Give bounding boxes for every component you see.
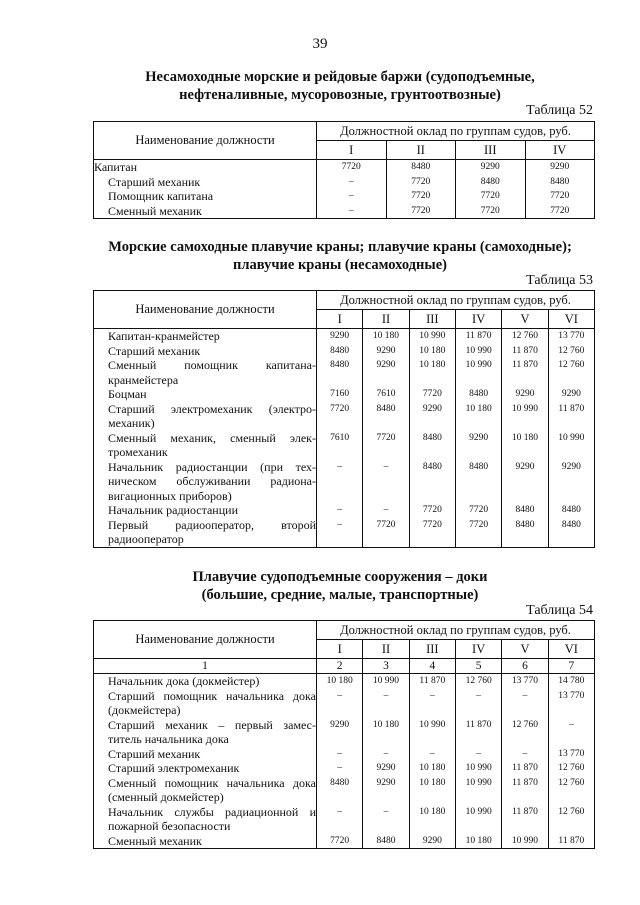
- group-header: I: [317, 141, 387, 160]
- table-label-53: Таблица 53: [526, 273, 593, 288]
- header-position-name: Наименование должности: [94, 291, 317, 329]
- header-salary-groups: Должностной оклад по группам судов, руб.: [317, 122, 595, 141]
- table-52: [93, 121, 595, 219]
- table-row: Сменный механик – 7720 7720 7720: [94, 204, 595, 219]
- table-row: Начальник службы радиационной и пожарной безопасности – – 10 180 10 990 11 870 12 760: [94, 805, 595, 834]
- page-number: 39: [312, 36, 328, 52]
- group-header: V: [502, 310, 548, 329]
- header-salary-groups: Должностной оклад по группам судов, руб.: [317, 621, 595, 640]
- header-position-name: Наименование должности: [94, 122, 317, 160]
- section-title-54: Плавучие судоподъемные сооружения – доки (большие, средние, малые, транспортные): [192, 569, 488, 603]
- table-54: [93, 620, 595, 849]
- table-row: Первый радиооператор, второй радиооператор – 7720 7720 7720 8480 8480: [94, 518, 595, 548]
- group-header: III: [456, 141, 526, 160]
- table-row: Старший механик – 7720 8480 8480: [94, 175, 595, 190]
- table-row: Помощник капитана – 7720 7720 7720: [94, 189, 595, 204]
- group-header: VI: [548, 640, 594, 659]
- group-header: VI: [548, 310, 594, 329]
- table-row: Начальник дока (докмейстер) 10 180 10 990 11 870 12 760 13 770 14 780: [94, 674, 595, 689]
- table-row: Сменный механик, сменный элек-тромеханик 7610 7720 8480 9290 10 180 10 990: [94, 431, 595, 460]
- table-row: Начальник радиостанции – – 7720 7720 8480 8480: [94, 503, 595, 518]
- table-row: Старший механик – – – – – 13 770: [94, 747, 595, 762]
- section-title-53: Морские самоходные плавучие краны; плавучие краны (самоходные); плавучие краны (несамоходные): [108, 239, 572, 273]
- group-header: III: [409, 640, 455, 659]
- group-header: I: [317, 310, 363, 329]
- table-row: Капитан-кранмейстер 9290 10 180 10 990 11 870 12 760 13 770: [94, 329, 595, 344]
- group-header: IV: [525, 141, 595, 160]
- group-header: II: [363, 640, 409, 659]
- group-header: V: [502, 640, 548, 659]
- table-label-52: Таблица 52: [526, 103, 593, 118]
- table-row: Старший электромеханик – 9290 10 180 10 990 11 870 12 760: [94, 761, 595, 776]
- table-row: Сменный механик 7720 8480 9290 10 180 10 990 11 870: [94, 834, 595, 849]
- header-position-name: Наименование должности: [94, 621, 317, 659]
- table-row: Старший помощник начальника дока (докмейстера) – – – – – 13 770: [94, 689, 595, 718]
- table-row: Сменный помощник капитана-кранмейстера 8480 9290 10 180 10 990 11 870 12 760: [94, 358, 595, 387]
- table-row: Старший механик – первый замес-титель начальника дока 9290 10 180 10 990 11 870 12 760 –: [94, 718, 595, 747]
- table-row: Боцман 7160 7610 7720 8480 9290 9290: [94, 387, 595, 402]
- table-row: Сменный помощник начальника дока (сменный докмейстер) 8480 9290 10 180 10 990 11 870 12 760: [94, 776, 595, 805]
- table-row: Старший механик 8480 9290 10 180 10 990 11 870 12 760: [94, 344, 595, 359]
- table-53: [93, 290, 595, 548]
- table-row: Начальник радиостанции (при тех-ническом обслуживании радиона-вигационных приборов) – – 8480 8480 9290 9290: [94, 460, 595, 504]
- header-salary-groups: Должностной оклад по группам судов, руб.: [317, 291, 595, 310]
- group-header: I: [317, 640, 363, 659]
- column-number-row: 1 2 3 4 5 6 7: [94, 659, 595, 674]
- table-label-54: Таблица 54: [526, 603, 593, 618]
- table-row: Капитан 7720 8480 9290 9290: [94, 160, 595, 175]
- section-title-52: Несамоходные морские и рейдовые баржи (судоподъемные, нефтеналивные, мусоровозные, грунтоотвозные): [145, 69, 535, 103]
- group-header: IV: [455, 640, 501, 659]
- table-row: Старший электромеханик (электро-механик) 7720 8480 9290 10 180 10 990 11 870: [94, 402, 595, 431]
- group-header: III: [409, 310, 455, 329]
- group-header: II: [363, 310, 409, 329]
- group-header: II: [386, 141, 456, 160]
- group-header: IV: [455, 310, 501, 329]
